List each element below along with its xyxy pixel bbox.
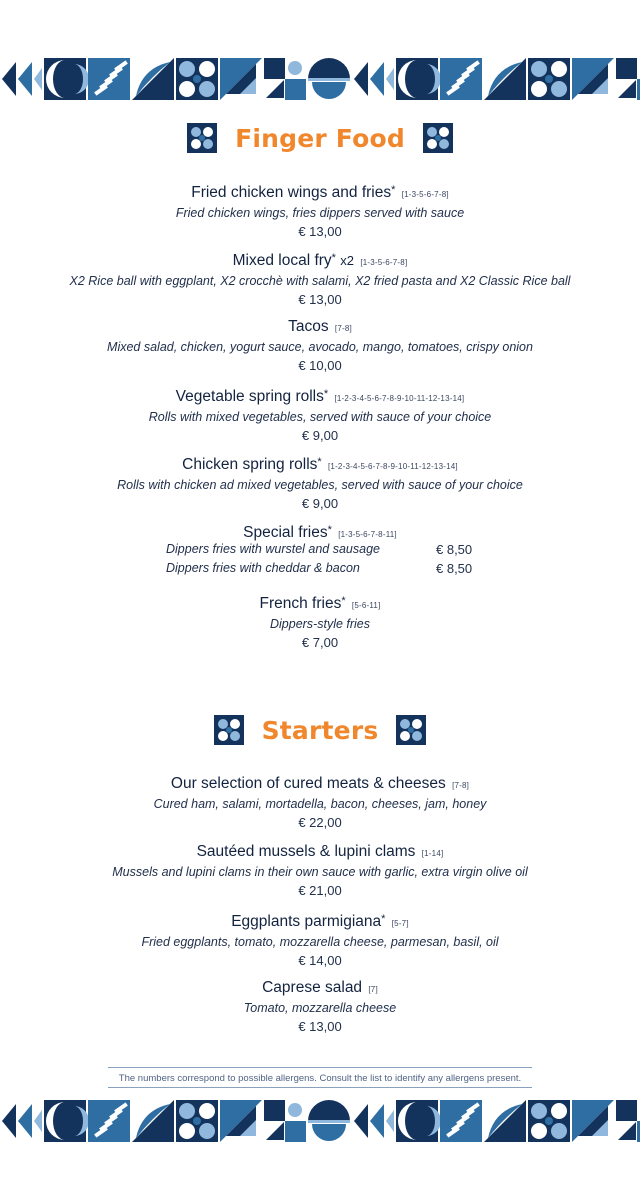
pattern-tile	[220, 1100, 262, 1142]
pattern-tile	[264, 58, 306, 100]
pattern-tile	[88, 1100, 130, 1142]
frozen-star: *	[341, 595, 346, 607]
menu-item	[0, 774, 640, 832]
pattern-tile	[616, 1100, 640, 1142]
pattern-tile	[44, 1100, 89, 1142]
item-price: € 22,00	[298, 815, 342, 830]
footnote-divider-top	[108, 1067, 532, 1068]
frozen-star: *	[381, 913, 386, 925]
pattern-tile	[308, 58, 350, 100]
section-title: Finger Food	[235, 123, 405, 153]
item-description: Cured ham, salami, mortadella, bacon, cheeses, jam, honey	[153, 797, 487, 811]
allergen-codes: [5-6-11]	[351, 601, 381, 610]
tile-pattern-svg	[0, 58, 640, 100]
allergen-codes: [1-2-3-4-5-6-7-8-9-10-11-12-13-14]	[328, 462, 458, 471]
flower-tile-icon	[214, 715, 244, 745]
allergen-codes: [5-7]	[391, 919, 409, 928]
menu-item	[0, 521, 640, 544]
pattern-tile	[352, 1100, 394, 1142]
item-price: € 21,00	[298, 883, 342, 898]
item-name: Eggplants parmigiana	[231, 913, 382, 930]
item-price: € 13,00	[298, 292, 342, 307]
menu-item	[0, 385, 640, 445]
flower-tile-icon	[396, 715, 426, 745]
item-description: Rolls with mixed vegetables, served with sauce of your choice	[148, 410, 492, 424]
allergen-codes: [7]	[368, 985, 378, 994]
menu-item	[0, 592, 640, 652]
pattern-tile	[572, 58, 614, 100]
pattern-tile	[484, 1100, 526, 1142]
allergen-codes: [1-3-5-6-7-8]	[360, 258, 408, 267]
pattern-tile	[308, 1100, 350, 1142]
item-price: € 9,00	[301, 496, 339, 511]
top-tile-pattern	[0, 58, 640, 100]
allergen-codes: [1-14]	[421, 849, 444, 858]
variant-description: Dippers fries with cheddar & bacon	[166, 561, 360, 575]
bottom-tile-pattern	[0, 1100, 640, 1142]
footnote-divider-bottom	[108, 1087, 532, 1088]
allergen-codes: [7-8]	[452, 781, 470, 790]
starters-header	[0, 710, 640, 750]
pattern-tile	[440, 58, 482, 100]
item-price: € 7,00	[301, 635, 339, 650]
pattern-tile	[220, 58, 262, 100]
menu-item	[0, 978, 640, 1036]
pattern-tile	[528, 1100, 570, 1142]
variant-price: € 8,50	[436, 561, 473, 576]
item-variant	[166, 542, 496, 560]
item-price: € 13,00	[298, 224, 342, 239]
item-description: Mixed salad, chicken, yogurt sauce, avocado, mango, tomatoes, crispy onion	[107, 340, 533, 354]
item-description: Fried chicken wings, fries dippers served with sauce	[175, 206, 465, 220]
frozen-star: *	[391, 184, 396, 196]
item-description: Rolls with chicken ad mixed vegetables, served with sauce of your choice	[117, 478, 523, 492]
menu-item	[0, 181, 640, 241]
flower-tile-icon	[187, 123, 217, 153]
pattern-tile	[616, 58, 640, 100]
item-description: Mussels and lupini clams in their own sauce with garlic, extra virgin olive oil	[112, 865, 528, 879]
pattern-tile	[528, 58, 570, 100]
allergen-codes: [1-2-3-4-5-6-7-8-9-10-11-12-13-14]	[334, 394, 465, 403]
item-name: Mixed local fry	[232, 252, 332, 269]
variant-price: € 8,50	[436, 542, 473, 557]
pattern-tile	[396, 58, 441, 100]
menu-item	[0, 842, 640, 900]
tile-pattern-svg	[0, 1100, 640, 1142]
item-name: Fried chicken wings and fries	[191, 184, 392, 201]
frozen-star: *	[331, 252, 336, 264]
pattern-tile	[572, 1100, 614, 1142]
allergen-codes: [7-8]	[334, 324, 352, 333]
pattern-tile	[440, 1100, 482, 1142]
menu-item	[0, 910, 640, 970]
item-description: Dippers-style fries	[269, 617, 371, 631]
item-name: Sautéed mussels & lupini clams	[196, 843, 416, 860]
menu-item	[0, 249, 640, 309]
variant-description: Dippers fries with wurstel and sausage	[166, 542, 380, 556]
item-price: € 9,00	[301, 428, 339, 443]
frozen-star: *	[317, 456, 322, 468]
pattern-tile	[176, 58, 218, 100]
pattern-tile	[176, 1100, 218, 1142]
item-description: Tomato, mozzarella cheese	[243, 1001, 397, 1015]
item-name: Our selection of cured meats & cheeses	[170, 775, 446, 792]
allergen-codes: [1-3-5-6-7-8]	[401, 190, 449, 199]
frozen-star: *	[323, 388, 329, 400]
pattern-tile	[0, 1100, 42, 1142]
item-name: French fries	[259, 595, 342, 612]
item-name: Vegetable spring rolls	[175, 388, 324, 405]
item-price: € 10,00	[298, 358, 342, 373]
pattern-tile	[396, 1100, 441, 1142]
flower-tile-icon	[423, 123, 453, 153]
finger-food-header	[0, 118, 640, 158]
pattern-tile	[352, 58, 394, 100]
pattern-tile	[264, 1100, 306, 1142]
pattern-tile	[132, 1100, 174, 1142]
item-price: € 13,00	[298, 1019, 342, 1034]
item-description: X2 Rice ball with eggplant, X2 crocchè with salami, X2 fried pasta and X2 Classic Rice ball	[69, 274, 571, 288]
pattern-tile	[88, 58, 130, 100]
item-price: € 14,00	[298, 953, 342, 968]
allergen-footnote: The numbers correspond to possible allergens. Consult the list to identify any allergens present.	[118, 1073, 522, 1084]
pattern-tile	[132, 58, 174, 100]
pattern-tile	[44, 58, 89, 100]
item-variant	[166, 561, 496, 579]
pattern-tile	[484, 58, 526, 100]
pattern-tile	[0, 58, 42, 100]
allergen-codes: [1-3-5-6-7-8-11]	[338, 530, 397, 539]
item-name: Special fries	[243, 524, 328, 541]
item-description: Fried eggplants, tomato, mozzarella cheese, parmesan, basil, oil	[141, 935, 499, 949]
item-name: Tacos	[288, 318, 329, 335]
menu-item	[0, 453, 640, 513]
section-title: Starters	[261, 715, 379, 745]
item-name: Caprese salad	[262, 979, 363, 996]
frozen-star: *	[327, 524, 332, 536]
menu-item	[0, 317, 640, 375]
item-name: Chicken spring rolls	[182, 456, 318, 473]
item-quantity: x2	[340, 253, 354, 268]
